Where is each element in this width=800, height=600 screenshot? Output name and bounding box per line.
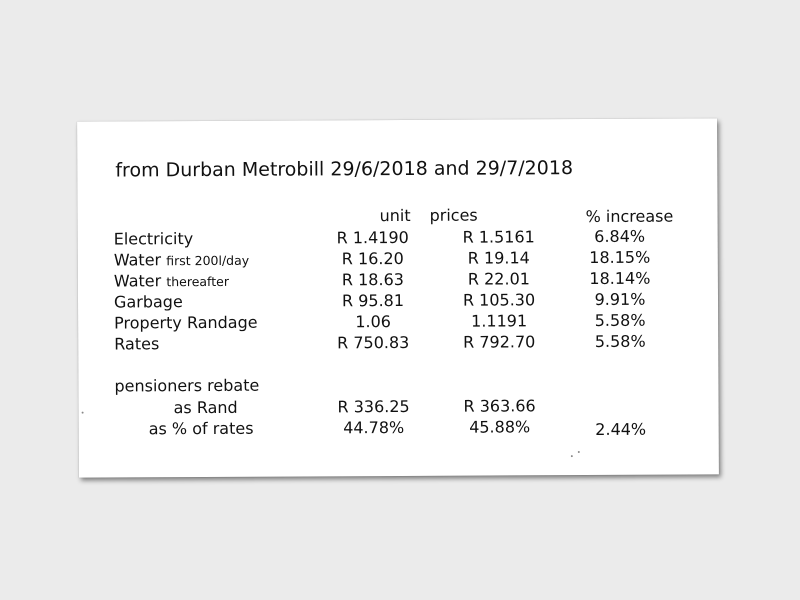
old-value: R 750.83	[337, 332, 410, 353]
new-value: R 105.30	[462, 290, 536, 310]
pct-increase-value: 2.44%	[595, 419, 647, 439]
rebate-pct-label: as % of rates	[148, 418, 254, 439]
scan-speck	[82, 412, 84, 414]
new-value: 1.1191	[471, 311, 528, 331]
header-pct-increase: % increase	[585, 206, 674, 227]
rebate-rand-label: as Rand	[173, 397, 238, 418]
header-prices: prices	[429, 205, 478, 225]
row-sublabel: first 200l/day	[166, 252, 250, 269]
old-value: R 336.25	[337, 396, 410, 417]
old-value: R 1.4190	[336, 227, 409, 248]
row-label: Rates	[114, 334, 160, 354]
new-value: R 22.01	[467, 269, 530, 289]
scan-speck	[578, 451, 580, 453]
document-card	[77, 118, 719, 477]
table-row	[78, 331, 718, 356]
table-row	[79, 416, 719, 441]
row-sublabel: thereafter	[166, 273, 229, 290]
old-value: 1.06	[355, 312, 391, 332]
row-label: Water thereafter	[113, 271, 229, 291]
row-label: Water first 200l/day	[113, 250, 250, 270]
old-value: R 16.20	[341, 248, 404, 269]
document-title: from Durban Metrobill 29/6/2018 and 29/7/2018	[115, 157, 574, 182]
row-label: Garbage	[113, 292, 183, 312]
row-label: Property Randage	[114, 312, 258, 333]
new-value: R 363.66	[463, 396, 536, 416]
new-value: 45.88%	[469, 417, 531, 437]
old-value: R 18.63	[341, 269, 404, 290]
pct-increase-value: 5.58%	[594, 331, 646, 351]
pct-increase-value: 18.15%	[589, 247, 651, 267]
pct-increase-value: 18.14%	[589, 268, 651, 288]
old-value: 44.78%	[343, 417, 405, 438]
new-value: R 792.70	[463, 332, 536, 352]
pct-increase-value: 6.84%	[594, 226, 646, 246]
row-label: Electricity	[113, 229, 194, 249]
rebate-heading: pensioners rebate	[114, 375, 260, 396]
new-value: R 19.14	[467, 248, 530, 268]
old-value: R 95.81	[341, 290, 405, 311]
new-value: R 1.5161	[462, 227, 535, 247]
header-unit: unit	[379, 205, 411, 226]
pct-increase-value: 5.58%	[594, 310, 646, 330]
scan-speck	[571, 455, 573, 457]
pct-increase-value: 9.91%	[594, 289, 646, 309]
